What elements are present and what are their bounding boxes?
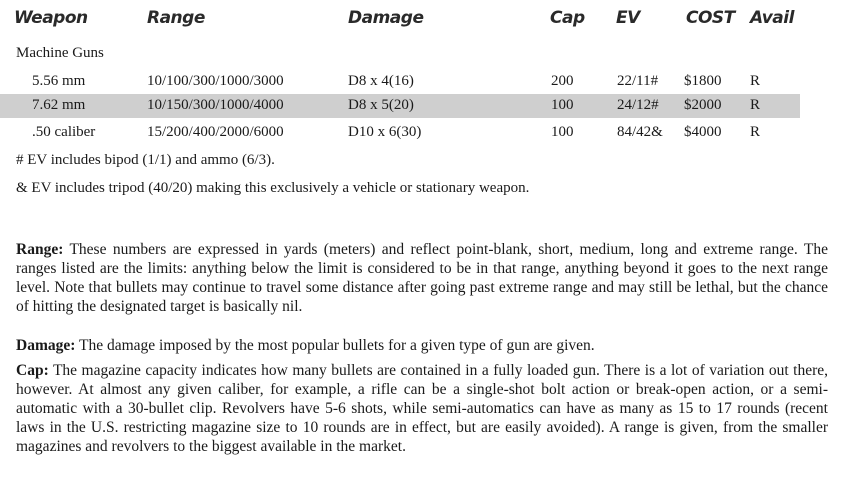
footnote-bipod: # EV includes bipod (1/1) and ammo (6/3).	[16, 152, 275, 168]
cell-weapon: 5.56 mm	[32, 73, 86, 89]
header-avail: Avail	[750, 8, 794, 28]
cell-cap: 200	[551, 73, 574, 89]
cell-cost: $2000	[684, 97, 722, 113]
header-ev: EV	[616, 8, 640, 28]
term-cap: Cap:	[16, 362, 49, 379]
cell-avail: R	[750, 124, 761, 140]
paragraph-cap	[16, 361, 828, 456]
cell-cap: 100	[551, 124, 574, 140]
header-cap: Cap	[550, 8, 585, 28]
header-range: Range	[147, 8, 205, 28]
header-weapon: Weapon	[14, 8, 88, 28]
cell-cap: 100	[551, 97, 574, 113]
cell-avail: R	[750, 97, 761, 113]
text-range: These numbers are expressed in yards (meters) and reflect point-blank, short, medium, long and extreme range. The ranges listed are the limits: anything below the limit is considered to be in that range, anything beyond it goes to the next range level. Note that bullets may continue to travel some distance after going past extreme range and may still be lethal, but the chance of hitting the designated target is basically nil.	[16, 241, 828, 315]
header-cost: COST	[686, 8, 735, 28]
cell-range: 10/150/300/1000/4000	[147, 97, 284, 113]
cell-weapon: .50 caliber	[32, 124, 96, 140]
cell-ev: 84/42&	[617, 124, 663, 140]
text-cap: The magazine capacity indicates how many bullets are contained in a fully loaded gun. There is a lot of variation out there, however. At almost any given caliber, for example, a rifle can be a single-shot bolt action or break-open action, or a semi-automatic with a 30-bullet clip. Revolvers have 5-6 shots, while semi-automatics can have as many as 15 to 17 rounds (recent laws in the U.S. restricting magazine size to 10 rounds are in effect, but are easily avoided). A range is given, from the smaller magazines and revolvers to the biggest available in the market.	[16, 362, 828, 455]
cell-ev: 24/12#	[617, 97, 659, 113]
cell-range: 15/200/400/2000/6000	[147, 124, 284, 140]
header-damage: Damage	[348, 8, 424, 28]
paragraph-damage	[16, 336, 828, 355]
term-damage: Damage:	[16, 337, 76, 354]
footnote-tripod: & EV includes tripod (40/20) making this exclusively a vehicle or stationary weapon.	[16, 180, 530, 196]
table-row	[0, 94, 800, 118]
cell-damage: D8 x 5(20)	[348, 97, 414, 113]
cell-cost: $4000	[684, 124, 722, 140]
paragraph-range	[16, 240, 828, 316]
cell-avail: R	[750, 73, 761, 89]
cell-damage: D8 x 4(16)	[348, 73, 414, 89]
text-damage: The damage imposed by the most popular bullets for a given type of gun are given.	[75, 337, 595, 354]
cell-ev: 22/11#	[617, 73, 659, 89]
table-row	[0, 121, 800, 145]
cell-weapon: 7.62 mm	[32, 97, 86, 113]
cell-range: 10/100/300/1000/3000	[147, 73, 284, 89]
table-row	[0, 70, 800, 94]
group-label: Machine Guns	[16, 45, 104, 61]
cell-damage: D10 x 6(30)	[348, 124, 422, 140]
term-range: Range:	[16, 241, 64, 258]
cell-cost: $1800	[684, 73, 722, 89]
